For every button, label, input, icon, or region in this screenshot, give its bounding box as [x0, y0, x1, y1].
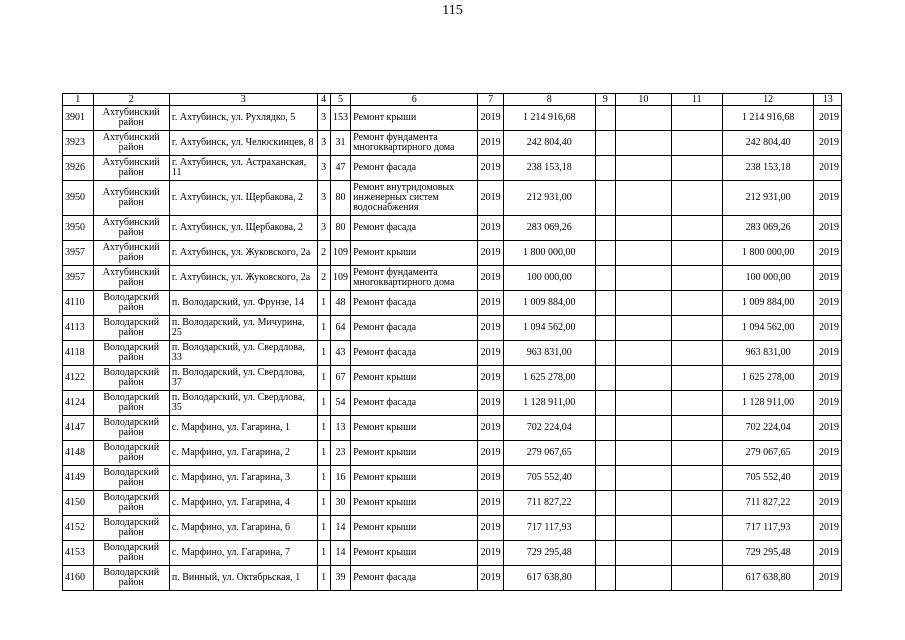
cell-col10 [615, 266, 671, 291]
cell-col11 [671, 241, 722, 266]
cell-col9 [595, 316, 615, 341]
cell-work-type: Ремонт крыши [351, 441, 478, 466]
cell-col11 [671, 516, 722, 541]
cell-amount: 1 128 911,00 [503, 391, 595, 416]
cell-col9 [595, 241, 615, 266]
cell-address: п. Винный, ул. Октябрьская, 1 [169, 566, 317, 591]
cell-address: с. Марфино, ул. Гагарина, 7 [169, 541, 317, 566]
cell-district: Володарский район [93, 316, 169, 341]
cell-total: 1 094 562,00 [722, 316, 814, 341]
table-row [63, 441, 842, 466]
cell-col9 [595, 466, 615, 491]
cell-col11 [671, 181, 722, 216]
cell-col9 [595, 366, 615, 391]
cell-district: Володарский район [93, 491, 169, 516]
cell-work-type: Ремонт фасада [351, 566, 478, 591]
cell-total: 711 827,22 [722, 491, 814, 516]
cell-col10 [615, 441, 671, 466]
cell-year: 2019 [478, 416, 503, 441]
table-row [63, 391, 842, 416]
table-row [63, 291, 842, 316]
cell-work-type: Ремонт крыши [351, 491, 478, 516]
cell-col10 [615, 541, 671, 566]
cell-col9 [595, 566, 615, 591]
cell-col4: 3 [317, 181, 330, 216]
cell-id: 3950 [63, 181, 94, 216]
cell-col11 [671, 156, 722, 181]
cell-total: 705 552,40 [722, 466, 814, 491]
table-row [63, 131, 842, 156]
cell-col11 [671, 366, 722, 391]
cell-col5: 23 [330, 441, 350, 466]
cell-col9 [595, 491, 615, 516]
cell-district: Володарский район [93, 291, 169, 316]
cell-work-type: Ремонт фасада [351, 341, 478, 366]
cell-col5: 109 [330, 241, 350, 266]
cell-total: 279 067,65 [722, 441, 814, 466]
table-row [63, 181, 842, 216]
cell-col10 [615, 516, 671, 541]
cell-col4: 1 [317, 566, 330, 591]
cell-year: 2019 [478, 106, 503, 131]
cell-col11 [671, 566, 722, 591]
cell-address: г. Ахтубинск, ул. Щербакова, 2 [169, 216, 317, 241]
cell-completion-year: 2019 [814, 216, 842, 241]
cell-address: г. Ахтубинск, ул. Астраханская, 11 [169, 156, 317, 181]
cell-year: 2019 [478, 441, 503, 466]
column-header: 10 [615, 94, 671, 106]
cell-col11 [671, 316, 722, 341]
cell-id: 4153 [63, 541, 94, 566]
cell-address: п. Володарский, ул. Свердлова, 35 [169, 391, 317, 416]
cell-address: с. Марфино, ул. Гагарина, 6 [169, 516, 317, 541]
cell-total: 283 069,26 [722, 216, 814, 241]
table-row [63, 341, 842, 366]
cell-completion-year: 2019 [814, 566, 842, 591]
cell-address: с. Марфино, ул. Гагарина, 4 [169, 491, 317, 516]
cell-col9 [595, 416, 615, 441]
cell-completion-year: 2019 [814, 106, 842, 131]
cell-col4: 2 [317, 266, 330, 291]
cell-col5: 16 [330, 466, 350, 491]
cell-col4: 1 [317, 516, 330, 541]
cell-completion-year: 2019 [814, 491, 842, 516]
cell-total: 1 009 884,00 [722, 291, 814, 316]
cell-col9 [595, 441, 615, 466]
cell-col5: 13 [330, 416, 350, 441]
cell-col5: 153 [330, 106, 350, 131]
cell-col9 [595, 181, 615, 216]
cell-total: 963 831,00 [722, 341, 814, 366]
cell-col9 [595, 541, 615, 566]
cell-work-type: Ремонт крыши [351, 241, 478, 266]
cell-col4: 1 [317, 291, 330, 316]
cell-amount: 1 094 562,00 [503, 316, 595, 341]
cell-work-type: Ремонт фасада [351, 291, 478, 316]
cell-col10 [615, 316, 671, 341]
cell-year: 2019 [478, 366, 503, 391]
cell-work-type: Ремонт фундамента многоквартирного дома [351, 131, 478, 156]
cell-col10 [615, 291, 671, 316]
cell-col4: 1 [317, 366, 330, 391]
cell-completion-year: 2019 [814, 541, 842, 566]
table-row [63, 366, 842, 391]
cell-address: с. Марфино, ул. Гагарина, 3 [169, 466, 317, 491]
cell-col10 [615, 466, 671, 491]
cell-year: 2019 [478, 156, 503, 181]
cell-col11 [671, 541, 722, 566]
cell-district: Володарский район [93, 391, 169, 416]
cell-district: Володарский район [93, 441, 169, 466]
cell-col9 [595, 516, 615, 541]
cell-col10 [615, 491, 671, 516]
cell-col11 [671, 131, 722, 156]
cell-col10 [615, 391, 671, 416]
cell-address: п. Володарский, ул. Свердлова, 37 [169, 366, 317, 391]
cell-col4: 3 [317, 106, 330, 131]
cell-col10 [615, 366, 671, 391]
cell-completion-year: 2019 [814, 366, 842, 391]
cell-col4: 1 [317, 441, 330, 466]
column-header: 6 [351, 94, 478, 106]
cell-col10 [615, 216, 671, 241]
cell-id: 3957 [63, 241, 94, 266]
cell-address: г. Ахтубинск, ул. Жуковского, 2а [169, 241, 317, 266]
cell-completion-year: 2019 [814, 516, 842, 541]
cell-year: 2019 [478, 566, 503, 591]
cell-district: Володарский район [93, 466, 169, 491]
cell-amount: 717 117,93 [503, 516, 595, 541]
cell-work-type: Ремонт крыши [351, 516, 478, 541]
cell-col11 [671, 491, 722, 516]
cell-id: 4160 [63, 566, 94, 591]
cell-amount: 1 214 916,68 [503, 106, 595, 131]
cell-col5: 14 [330, 541, 350, 566]
cell-col9 [595, 106, 615, 131]
cell-completion-year: 2019 [814, 131, 842, 156]
cell-id: 4118 [63, 341, 94, 366]
cell-col11 [671, 106, 722, 131]
cell-amount: 212 931,00 [503, 181, 595, 216]
column-header: 9 [595, 94, 615, 106]
cell-amount: 617 638,80 [503, 566, 595, 591]
cell-col11 [671, 341, 722, 366]
header-row [63, 94, 842, 106]
cell-col9 [595, 291, 615, 316]
cell-col5: 109 [330, 266, 350, 291]
cell-address: п. Володарский, ул. Свердлова, 33 [169, 341, 317, 366]
cell-col5: 64 [330, 316, 350, 341]
cell-amount: 702 224,04 [503, 416, 595, 441]
cell-year: 2019 [478, 216, 503, 241]
cell-district: Володарский район [93, 366, 169, 391]
cell-work-type: Ремонт фундамента многоквартирного дома [351, 266, 478, 291]
cell-district: Володарский район [93, 416, 169, 441]
cell-col11 [671, 291, 722, 316]
cell-col10 [615, 131, 671, 156]
cell-amount: 279 067,65 [503, 441, 595, 466]
cell-district: Володарский район [93, 341, 169, 366]
cell-col4: 3 [317, 216, 330, 241]
cell-year: 2019 [478, 341, 503, 366]
cell-year: 2019 [478, 541, 503, 566]
cell-id: 4124 [63, 391, 94, 416]
cell-amount: 1 009 884,00 [503, 291, 595, 316]
cell-total: 717 117,93 [722, 516, 814, 541]
column-header: 8 [503, 94, 595, 106]
cell-amount: 1 625 278,00 [503, 366, 595, 391]
cell-work-type: Ремонт крыши [351, 416, 478, 441]
table-row [63, 266, 842, 291]
cell-total: 100 000,00 [722, 266, 814, 291]
cell-work-type: Ремонт фасада [351, 156, 478, 181]
cell-col10 [615, 156, 671, 181]
cell-district: Ахтубинский район [93, 106, 169, 131]
cell-col9 [595, 341, 615, 366]
cell-work-type: Ремонт крыши [351, 106, 478, 131]
cell-address: п. Володарский, ул. Мичурина, 25 [169, 316, 317, 341]
table-row [63, 466, 842, 491]
cell-completion-year: 2019 [814, 266, 842, 291]
table-row [63, 316, 842, 341]
cell-col10 [615, 106, 671, 131]
column-header: 12 [722, 94, 814, 106]
column-header: 1 [63, 94, 94, 106]
cell-id: 4149 [63, 466, 94, 491]
cell-completion-year: 2019 [814, 391, 842, 416]
cell-id: 3950 [63, 216, 94, 241]
cell-district: Володарский район [93, 516, 169, 541]
cell-amount: 729 295,48 [503, 541, 595, 566]
cell-col5: 48 [330, 291, 350, 316]
cell-col4: 1 [317, 341, 330, 366]
cell-col5: 80 [330, 181, 350, 216]
cell-id: 4147 [63, 416, 94, 441]
cell-total: 729 295,48 [722, 541, 814, 566]
cell-total: 238 153,18 [722, 156, 814, 181]
cell-completion-year: 2019 [814, 316, 842, 341]
table-row [63, 156, 842, 181]
cell-col4: 1 [317, 466, 330, 491]
cell-id: 4122 [63, 366, 94, 391]
cell-amount: 283 069,26 [503, 216, 595, 241]
cell-col10 [615, 341, 671, 366]
cell-col5: 39 [330, 566, 350, 591]
cell-work-type: Ремонт крыши [351, 541, 478, 566]
cell-col10 [615, 181, 671, 216]
cell-col9 [595, 156, 615, 181]
page-number: 115 [442, 3, 463, 18]
cell-total: 1 128 911,00 [722, 391, 814, 416]
table-row [63, 416, 842, 441]
cell-year: 2019 [478, 316, 503, 341]
cell-work-type: Ремонт крыши [351, 366, 478, 391]
cell-id: 3926 [63, 156, 94, 181]
cell-year: 2019 [478, 391, 503, 416]
cell-col4: 1 [317, 316, 330, 341]
cell-col11 [671, 266, 722, 291]
cell-col10 [615, 241, 671, 266]
cell-address: г. Ахтубинск, ул. Щербакова, 2 [169, 181, 317, 216]
cell-id: 4110 [63, 291, 94, 316]
cell-col9 [595, 131, 615, 156]
program-table [62, 93, 842, 591]
cell-work-type: Ремонт фасада [351, 216, 478, 241]
cell-work-type: Ремонт крыши [351, 466, 478, 491]
cell-id: 4152 [63, 516, 94, 541]
cell-completion-year: 2019 [814, 241, 842, 266]
cell-col9 [595, 216, 615, 241]
column-header: 11 [671, 94, 722, 106]
cell-col4: 3 [317, 156, 330, 181]
cell-id: 4150 [63, 491, 94, 516]
column-header: 3 [169, 94, 317, 106]
table-row [63, 566, 842, 591]
cell-total: 702 224,04 [722, 416, 814, 441]
table-body [63, 106, 842, 591]
cell-amount: 963 831,00 [503, 341, 595, 366]
column-header: 2 [93, 94, 169, 106]
cell-year: 2019 [478, 491, 503, 516]
cell-col10 [615, 416, 671, 441]
cell-total: 1 800 000,00 [722, 241, 814, 266]
cell-col4: 1 [317, 416, 330, 441]
cell-district: Ахтубинский район [93, 181, 169, 216]
column-header: 7 [478, 94, 503, 106]
column-header: 5 [330, 94, 350, 106]
cell-col10 [615, 566, 671, 591]
cell-col5: 47 [330, 156, 350, 181]
cell-col5: 54 [330, 391, 350, 416]
table-row [63, 241, 842, 266]
cell-amount: 238 153,18 [503, 156, 595, 181]
table-row [63, 541, 842, 566]
cell-district: Ахтубинский район [93, 156, 169, 181]
cell-col5: 80 [330, 216, 350, 241]
cell-year: 2019 [478, 131, 503, 156]
cell-col9 [595, 391, 615, 416]
column-header: 4 [317, 94, 330, 106]
cell-col5: 43 [330, 341, 350, 366]
cell-completion-year: 2019 [814, 441, 842, 466]
cell-address: г. Ахтубинск, ул. Жуковского, 2а [169, 266, 317, 291]
cell-col9 [595, 266, 615, 291]
cell-col5: 31 [330, 131, 350, 156]
cell-total: 1 625 278,00 [722, 366, 814, 391]
cell-amount: 242 804,40 [503, 131, 595, 156]
cell-total: 242 804,40 [722, 131, 814, 156]
cell-completion-year: 2019 [814, 416, 842, 441]
cell-id: 3923 [63, 131, 94, 156]
cell-amount: 711 827,22 [503, 491, 595, 516]
cell-col4: 3 [317, 131, 330, 156]
cell-amount: 100 000,00 [503, 266, 595, 291]
cell-district: Володарский район [93, 541, 169, 566]
cell-address: г. Ахтубинск, ул. Челюскинцев, 8 [169, 131, 317, 156]
cell-col5: 67 [330, 366, 350, 391]
cell-col5: 14 [330, 516, 350, 541]
cell-completion-year: 2019 [814, 341, 842, 366]
cell-total: 617 638,80 [722, 566, 814, 591]
cell-district: Ахтубинский район [93, 266, 169, 291]
cell-year: 2019 [478, 291, 503, 316]
cell-col4: 2 [317, 241, 330, 266]
cell-completion-year: 2019 [814, 466, 842, 491]
cell-col11 [671, 441, 722, 466]
cell-col11 [671, 391, 722, 416]
cell-work-type: Ремонт внутридомовых инженерных систем водоснабжения [351, 181, 478, 216]
cell-id: 4148 [63, 441, 94, 466]
cell-address: г. Ахтубинск, ул. Рухлядко, 5 [169, 106, 317, 131]
cell-district: Ахтубинский район [93, 241, 169, 266]
cell-year: 2019 [478, 466, 503, 491]
cell-col11 [671, 216, 722, 241]
cell-id: 4113 [63, 316, 94, 341]
column-header: 13 [814, 94, 842, 106]
cell-district: Ахтубинский район [93, 216, 169, 241]
cell-district: Ахтубинский район [93, 131, 169, 156]
cell-id: 3957 [63, 266, 94, 291]
cell-completion-year: 2019 [814, 181, 842, 216]
cell-completion-year: 2019 [814, 291, 842, 316]
table-row [63, 516, 842, 541]
cell-completion-year: 2019 [814, 156, 842, 181]
cell-total: 212 931,00 [722, 181, 814, 216]
cell-year: 2019 [478, 241, 503, 266]
cell-district: Володарский район [93, 566, 169, 591]
cell-address: п. Володарский, ул. Фрунзе, 14 [169, 291, 317, 316]
cell-amount: 1 800 000,00 [503, 241, 595, 266]
cell-work-type: Ремонт фасада [351, 391, 478, 416]
cell-col11 [671, 416, 722, 441]
cell-year: 2019 [478, 181, 503, 216]
cell-year: 2019 [478, 516, 503, 541]
cell-amount: 705 552,40 [503, 466, 595, 491]
table-row [63, 106, 842, 131]
table-row [63, 491, 842, 516]
cell-address: с. Марфино, ул. Гагарина, 1 [169, 416, 317, 441]
cell-col5: 30 [330, 491, 350, 516]
cell-work-type: Ремонт фасада [351, 316, 478, 341]
cell-col4: 1 [317, 541, 330, 566]
cell-col4: 1 [317, 391, 330, 416]
cell-total: 1 214 916,68 [722, 106, 814, 131]
cell-id: 3901 [63, 106, 94, 131]
cell-address: с. Марфино, ул. Гагарина, 2 [169, 441, 317, 466]
cell-col4: 1 [317, 491, 330, 516]
cell-col11 [671, 466, 722, 491]
cell-year: 2019 [478, 266, 503, 291]
table-row [63, 216, 842, 241]
